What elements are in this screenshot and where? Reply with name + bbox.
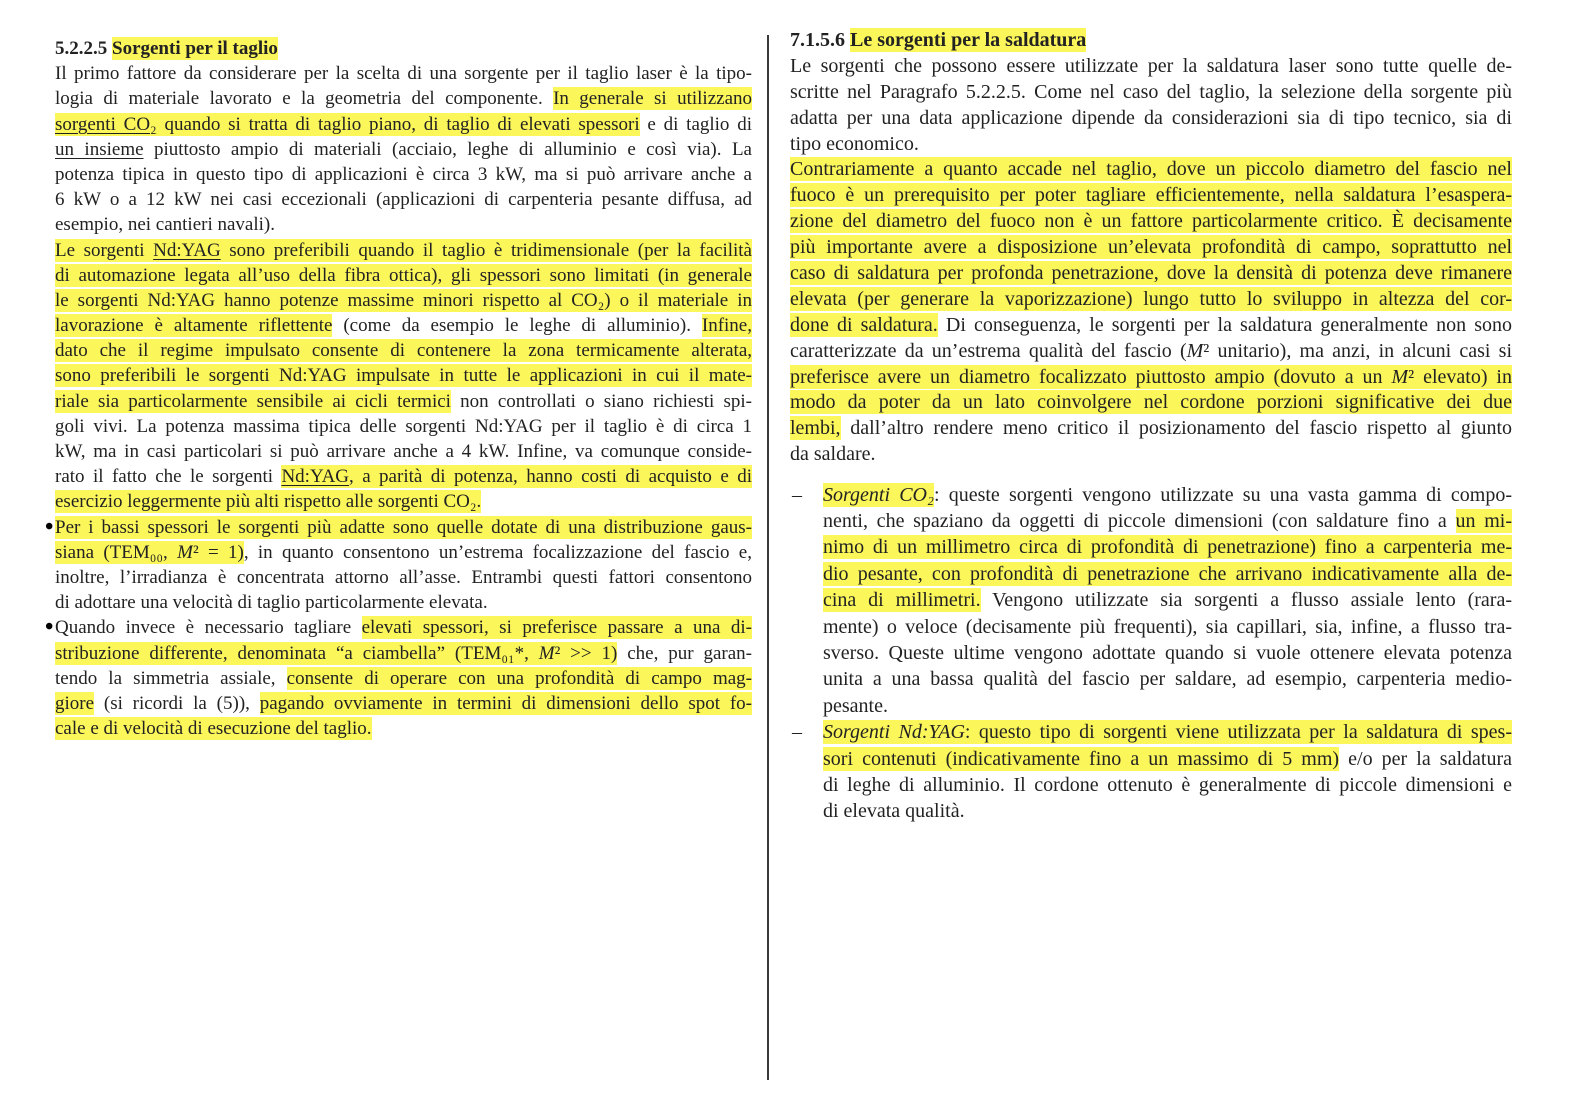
left-column <box>45 36 752 741</box>
text-line <box>55 112 752 137</box>
text-segment: nenti, che spaziano da oggetti di piccole dimensioni (con saldature fino a <box>823 509 1456 532</box>
text-segment: da saldare. <box>790 443 876 466</box>
text-segment: goli vivi. La potenza massima tipica delle sorgenti Nd:YAG per il taglio è di circa 1 <box>55 415 752 437</box>
text-line <box>823 798 1512 824</box>
highlighted-text: Contrariamente a quanto accade nel taglio, dove un piccolo diametro del fascio nel <box>790 158 1512 181</box>
text-line <box>823 508 1512 534</box>
highlighted-text: Le sorgenti <box>55 239 154 261</box>
text-line <box>55 590 752 615</box>
list-dash: – <box>792 483 802 506</box>
highlighted-text: : questo tipo di sorgenti viene utilizzata per la saldatura di spes- <box>964 721 1512 744</box>
text-segment: (si ricordi la (5)), <box>94 692 260 714</box>
text-line <box>790 235 1512 261</box>
highlighted-text: sorgenti CO₂ <box>55 113 157 135</box>
text-segment: di elevata qualità. <box>823 800 965 823</box>
text-segment: Di conseguenza, le sorgenti per la saldatura generalmente non sono <box>937 313 1512 336</box>
text-segment: un insieme <box>55 138 144 160</box>
text-line <box>55 363 752 388</box>
text-line <box>55 238 752 263</box>
highlighted-text: sori contenuti (indicativamente fino a un massimo di 5 mm) <box>823 747 1340 770</box>
text-line <box>790 313 1512 339</box>
column-divider <box>767 35 769 1080</box>
section-heading <box>55 36 752 61</box>
text-line <box>823 614 1512 640</box>
text-line <box>55 187 752 212</box>
text-line <box>55 439 752 464</box>
highlighted-text: , a parità di potenza, hanno costi di acquisto e di <box>349 466 752 488</box>
text-segment: rato il fatto che le sorgenti <box>55 466 282 488</box>
text-line <box>55 162 752 187</box>
text-segment: unita a una bassa qualità del fascio per saldare, ad esempio, carpenteria medio- <box>823 668 1512 691</box>
text-line <box>55 263 752 288</box>
text-line <box>790 106 1512 132</box>
text-segment: di adottare una velocità di taglio particolarmente elevata. <box>55 592 488 614</box>
bullet-point: • <box>45 513 54 540</box>
highlighted-text: cale e di velocità di esecuzione del taglio. <box>55 718 372 740</box>
text-segment: 7.1.5.6 <box>790 29 850 51</box>
text-segment: tendo la simmetria assiale, <box>55 667 287 689</box>
highlighted-text: Sorgenti per il taglio <box>112 38 278 59</box>
highlighted-text: elevati spessori, si preferisce passare a una di- <box>361 617 752 639</box>
highlighted-text: le sorgenti Nd:YAG hanno potenze massime minori rispetto al CO₂) o il materiale in <box>55 289 752 311</box>
highlighted-text: esercizio leggermente più alti rispetto alle sorgenti CO₂. <box>55 491 482 513</box>
text-line <box>45 513 752 540</box>
text-segment: Quando invece è necessario tagliare <box>55 617 362 639</box>
highlighted-text: siana (TEM₀₀, <box>55 541 178 563</box>
highlighted-text: dio pesante, con profondità di penetrazione che arrivano indicativamente alla de- <box>823 562 1512 585</box>
text-line <box>823 693 1512 719</box>
text-line <box>790 339 1512 365</box>
text-segment: pesante. <box>823 694 888 717</box>
text-segment: (come da esempio le leghe di alluminio). <box>332 315 702 337</box>
text-line <box>790 365 1512 391</box>
text-segment: scritte nel Paragrafo 5.2.2.5. Come nel caso del taglio, la selezione della sorgente più <box>790 80 1512 103</box>
text-segment: M <box>1186 339 1204 362</box>
highlighted-text: Nd:YAG <box>281 466 350 488</box>
highlighted-text: M <box>177 541 193 563</box>
highlighted-text: pagando ovviamente in termini di dimensioni dello spot fo- <box>259 692 752 714</box>
highlighted-text: consente di operare con una profondità di campo mag- <box>286 667 752 689</box>
text-segment: 5.2.2.5 <box>55 38 112 59</box>
text-line <box>55 86 752 111</box>
text-line <box>55 288 752 313</box>
text-line <box>55 389 752 414</box>
highlighted-text: done di saldatura. <box>790 313 938 336</box>
text-line <box>790 416 1512 442</box>
highlighted-text: Sorgenti Nd:YAG <box>823 721 965 744</box>
highlighted-text: lavorazione è altamente riflettente <box>55 315 333 337</box>
highlighted-text: cina di millimetri. <box>823 589 981 612</box>
text-line <box>55 212 752 237</box>
text-segment: sverso. Queste ultime vengono adottate quando si vuole ottenere elevata potenza <box>823 641 1512 664</box>
text-segment: Le sorgenti che possono essere utilizzate per la saldatura laser sono tutte quelle de- <box>790 54 1512 77</box>
highlighted-text: M <box>1391 365 1409 388</box>
text-line <box>823 534 1512 560</box>
text-line <box>790 209 1512 235</box>
text-segment: esempio, nei cantieri navali). <box>55 214 275 236</box>
text-line <box>790 442 1512 468</box>
text-segment: e di taglio di <box>639 113 752 135</box>
text-line <box>790 183 1512 209</box>
text-segment: Vengono utilizzate sia sorgenti a flusso assiale lento (rara- <box>980 589 1512 612</box>
text-line <box>790 390 1512 416</box>
text-segment: adatta per una data applicazione dipende da considerazioni sia di tipo tecnico, sia di <box>790 106 1512 129</box>
highlighted-text: giore <box>55 692 95 714</box>
text-line <box>790 132 1512 158</box>
highlighted-text: preferisce avere un diametro focalizzato piuttosto ampio (dovuto a un <box>790 365 1392 388</box>
text-segment: inoltre, l’irradianza è concentrata attorno all’asse. Entrambi questi fattori consentono <box>55 566 752 588</box>
text-line <box>55 338 752 363</box>
text-line <box>55 691 752 716</box>
text-segment: di leghe di alluminio. Il cordone ottenuto è generalmente di piccole dimensioni e <box>823 773 1512 796</box>
right-column-list <box>792 482 1512 825</box>
highlighted-text: di automazione legata all’uso della fibra ottica), gli spessori sono limitati (in generale <box>55 264 752 286</box>
text-line <box>823 640 1512 666</box>
text-line <box>55 716 752 741</box>
highlighted-text: zione del diametro del fuoco non è un fattore particolarmente critico. È decisamente <box>790 210 1512 233</box>
text-segment: non controllati o siano richiesti spi- <box>450 390 752 412</box>
text-segment: potenza tipica in questo tipo di applicazioni è circa 3 kW, ma si può arrivare anche a <box>55 163 752 185</box>
highlighted-text: riale sia particolarmente sensibile ai cicli termici <box>55 390 451 412</box>
text-line <box>823 587 1512 613</box>
text-line <box>55 565 752 590</box>
text-segment: , in quanto consentono un’estrema focalizzazione del fascio e, <box>243 541 752 563</box>
section-heading <box>790 28 1512 54</box>
highlighted-text: ² elevato) in <box>1408 365 1512 388</box>
text-line <box>55 313 752 338</box>
text-line <box>55 137 752 162</box>
text-line <box>823 666 1512 692</box>
text-line <box>790 287 1512 313</box>
text-line <box>790 157 1512 183</box>
bullet-point: • <box>45 614 54 641</box>
highlighted-text: Nd:YAG <box>153 239 221 261</box>
text-line <box>55 666 752 691</box>
text-line <box>792 482 1512 508</box>
highlighted-text: più importante avere a disposizione un’elevata profondità di campo, soprattutto nel <box>790 236 1512 259</box>
text-segment: tipo economico. <box>790 132 919 155</box>
text-segment: Il primo fattore da considerare per la scelta di una sorgente per il taglio laser è la tipo- <box>55 63 752 85</box>
highlighted-text: quando si tratta di taglio piano, di taglio di elevati spessori <box>156 113 640 135</box>
text-segment: piuttosto ampio di materiali (acciaio, leghe di alluminio e così via). La <box>143 138 752 160</box>
highlighted-text: un mi- <box>1455 509 1512 532</box>
text-segment: kW, ma in casi particolari si può arrivare anche a 4 kW. Infine, va comunque conside- <box>55 441 752 462</box>
text-line <box>55 464 752 489</box>
text-segment: ² unitario), ma anzi, in alcuni casi si <box>1203 339 1512 362</box>
text-segment: che, pur garan- <box>617 642 752 664</box>
highlighted-text: sono preferibili quando il taglio è tridimensionale (per la facilità <box>220 239 752 261</box>
text-line <box>55 61 752 86</box>
highlighted-text: sono preferibili le sorgenti Nd:YAG impulsate in tutte le applicazioni in cui il mate- <box>55 365 752 387</box>
highlighted-text: elevata (per generare la vaporizzazione) lungo tutto lo sviluppo in altezza del cor- <box>790 287 1512 310</box>
highlighted-text: fuoco è un prerequisito per poter tagliare efficientemente, nella saldatura l’esaspera- <box>790 184 1512 207</box>
text-segment: 6 kW o a 12 kW nei casi eccezionali (applicazioni di carpenteria pesante diffusa, ad <box>55 189 752 211</box>
text-line <box>823 746 1512 772</box>
list-dash: – <box>792 721 802 744</box>
text-line <box>55 641 752 666</box>
text-line <box>45 614 752 641</box>
highlighted-text: lembi, <box>790 417 841 440</box>
highlighted-text: modo da poter da un lato coinvolgere nel cordone porzioni significative dei due <box>790 391 1512 414</box>
highlighted-text: In generale si utilizzano <box>553 88 752 110</box>
highlighted-text: Le sorgenti per la saldatura <box>850 29 1087 51</box>
text-line <box>823 772 1512 798</box>
highlighted-text: dato che il regime impulsato consente di contenere la zona termicamente alterata, <box>55 340 752 362</box>
highlighted-text: M <box>538 642 555 664</box>
text-segment: mente) o veloce (decisamente più frequenti), sia capillari, sia, infine, a flusso tra- <box>823 615 1512 638</box>
right-column <box>790 28 1512 468</box>
text-line <box>790 80 1512 106</box>
text-segment: caratterizzate da un’estrema qualità del fascio ( <box>790 339 1187 362</box>
text-line <box>55 489 752 514</box>
text-segment: dall’altro rendere meno critico il posizionamento del fascio rispetto al giunto <box>840 417 1512 440</box>
highlighted-text: ² = 1) <box>192 541 244 563</box>
highlighted-text: Per i bassi spessori le sorgenti più adatte sono quelle dotate di una distribuzione gaus- <box>55 516 752 538</box>
text-line <box>792 719 1512 745</box>
text-line <box>790 261 1512 287</box>
highlighted-text: nimo di un millimetro circa di profondità di penetrazione) fino a carpenteria me- <box>823 536 1512 559</box>
highlighted-text: stribuzione differente, denominata “a ciambella” (TEM₀₁*, <box>55 642 539 664</box>
text-line <box>55 414 752 439</box>
text-segment: : queste sorgenti vengono utilizzate su una vasta gamma di compo- <box>933 483 1512 506</box>
text-segment: logia di materiale lavorato e la geometria del componente. <box>55 88 554 110</box>
text-segment: e/o per la saldatura <box>1339 747 1512 770</box>
text-line <box>790 54 1512 80</box>
highlighted-text: Sorgenti CO₂ <box>823 483 934 506</box>
highlighted-text: Infine, <box>701 315 752 337</box>
text-line <box>823 561 1512 587</box>
text-line <box>55 540 752 565</box>
highlighted-text: caso di saldatura per profonda penetrazione, dove la densità di potenza deve rimanere <box>790 262 1512 285</box>
highlighted-text: ² >> 1) <box>554 642 618 664</box>
